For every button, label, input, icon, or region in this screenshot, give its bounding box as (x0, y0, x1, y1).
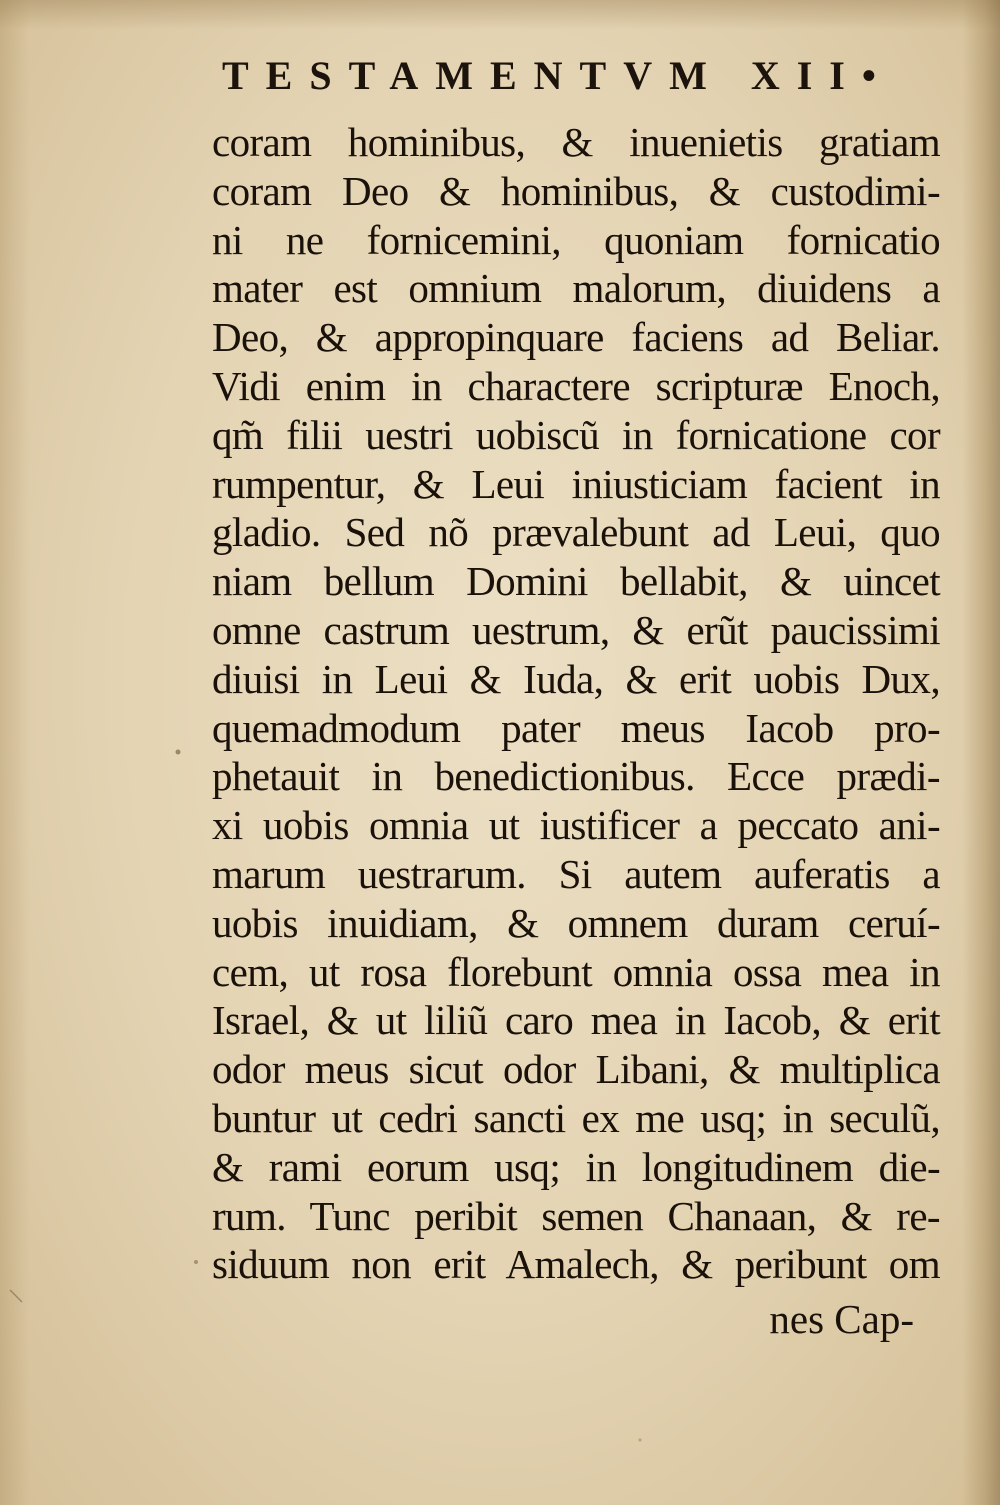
text-line: qm̃ filii uestri uobiscũ in fornicatione cor (212, 411, 940, 458)
text-line: gladio. Sed nõ prævalebunt ad Leui, quo (212, 509, 940, 556)
text-line: mater est omnium malorum, diuidens a (212, 265, 940, 312)
text-line: coram hominibus, & inuenietis gratiam (212, 119, 940, 165)
text-line: quemadmodum pater meus Iacob pro- (212, 704, 940, 751)
text-line: Deo, & appropinquare faciens ad Beliar. (212, 314, 940, 361)
text-line: cem, ut rosa florebunt omnia ossa mea in (212, 948, 940, 995)
text-line: ni ne fornicemini, quoniam fornicatio (212, 216, 940, 263)
text-line: omne castrum uestrum, & erũt paucissimi (212, 606, 940, 653)
text-line: diuisi in Leui & Iuda, & erit uobis Dux, (212, 655, 940, 702)
text-line: & rami eorum usq; in longitudinem die- (212, 1143, 940, 1190)
text-line: marum uestrarum. Si autem auferatis a (212, 850, 940, 897)
text-line: rumpentur, & Leui iniusticiam facient in (212, 460, 940, 507)
text-block (212, 118, 940, 1289)
catchword: nes Cap- (769, 1296, 914, 1342)
text-line: xi uobis omnia ut iustificer a peccato ani- (212, 802, 940, 849)
text-line: uobis inuidiam, & omnem duram ceruí- (212, 899, 940, 946)
text-line: Israel, & ut liliũ caro mea in Iacob, & erit (212, 997, 940, 1044)
text-line: phetauit in benedictionibus. Ecce prædi- (212, 753, 940, 800)
page-left-shadow (0, 0, 30, 1505)
text-line: rum. Tunc peribit semen Chanaan, & re- (212, 1192, 940, 1239)
text-line: siduum non erit Amalech, & peribunt om (212, 1241, 940, 1288)
text-line: niam bellum Domini bellabit, & uincet (212, 558, 940, 605)
running-head: TESTAMENTVM XII• (222, 53, 893, 98)
text-line: buntur ut cedri sancti ex me usq; in seculũ, (212, 1094, 940, 1141)
text-line: odor meus sicut odor Libani, & multiplica (212, 1046, 940, 1093)
page-right-shadow (962, 0, 1000, 1505)
text-line: Vidi enim in charactere scripturæ Enoch, (212, 362, 940, 409)
page-top-shadow (0, 0, 1000, 30)
text-line: coram Deo & hominibus, & custodimi- (212, 167, 940, 214)
